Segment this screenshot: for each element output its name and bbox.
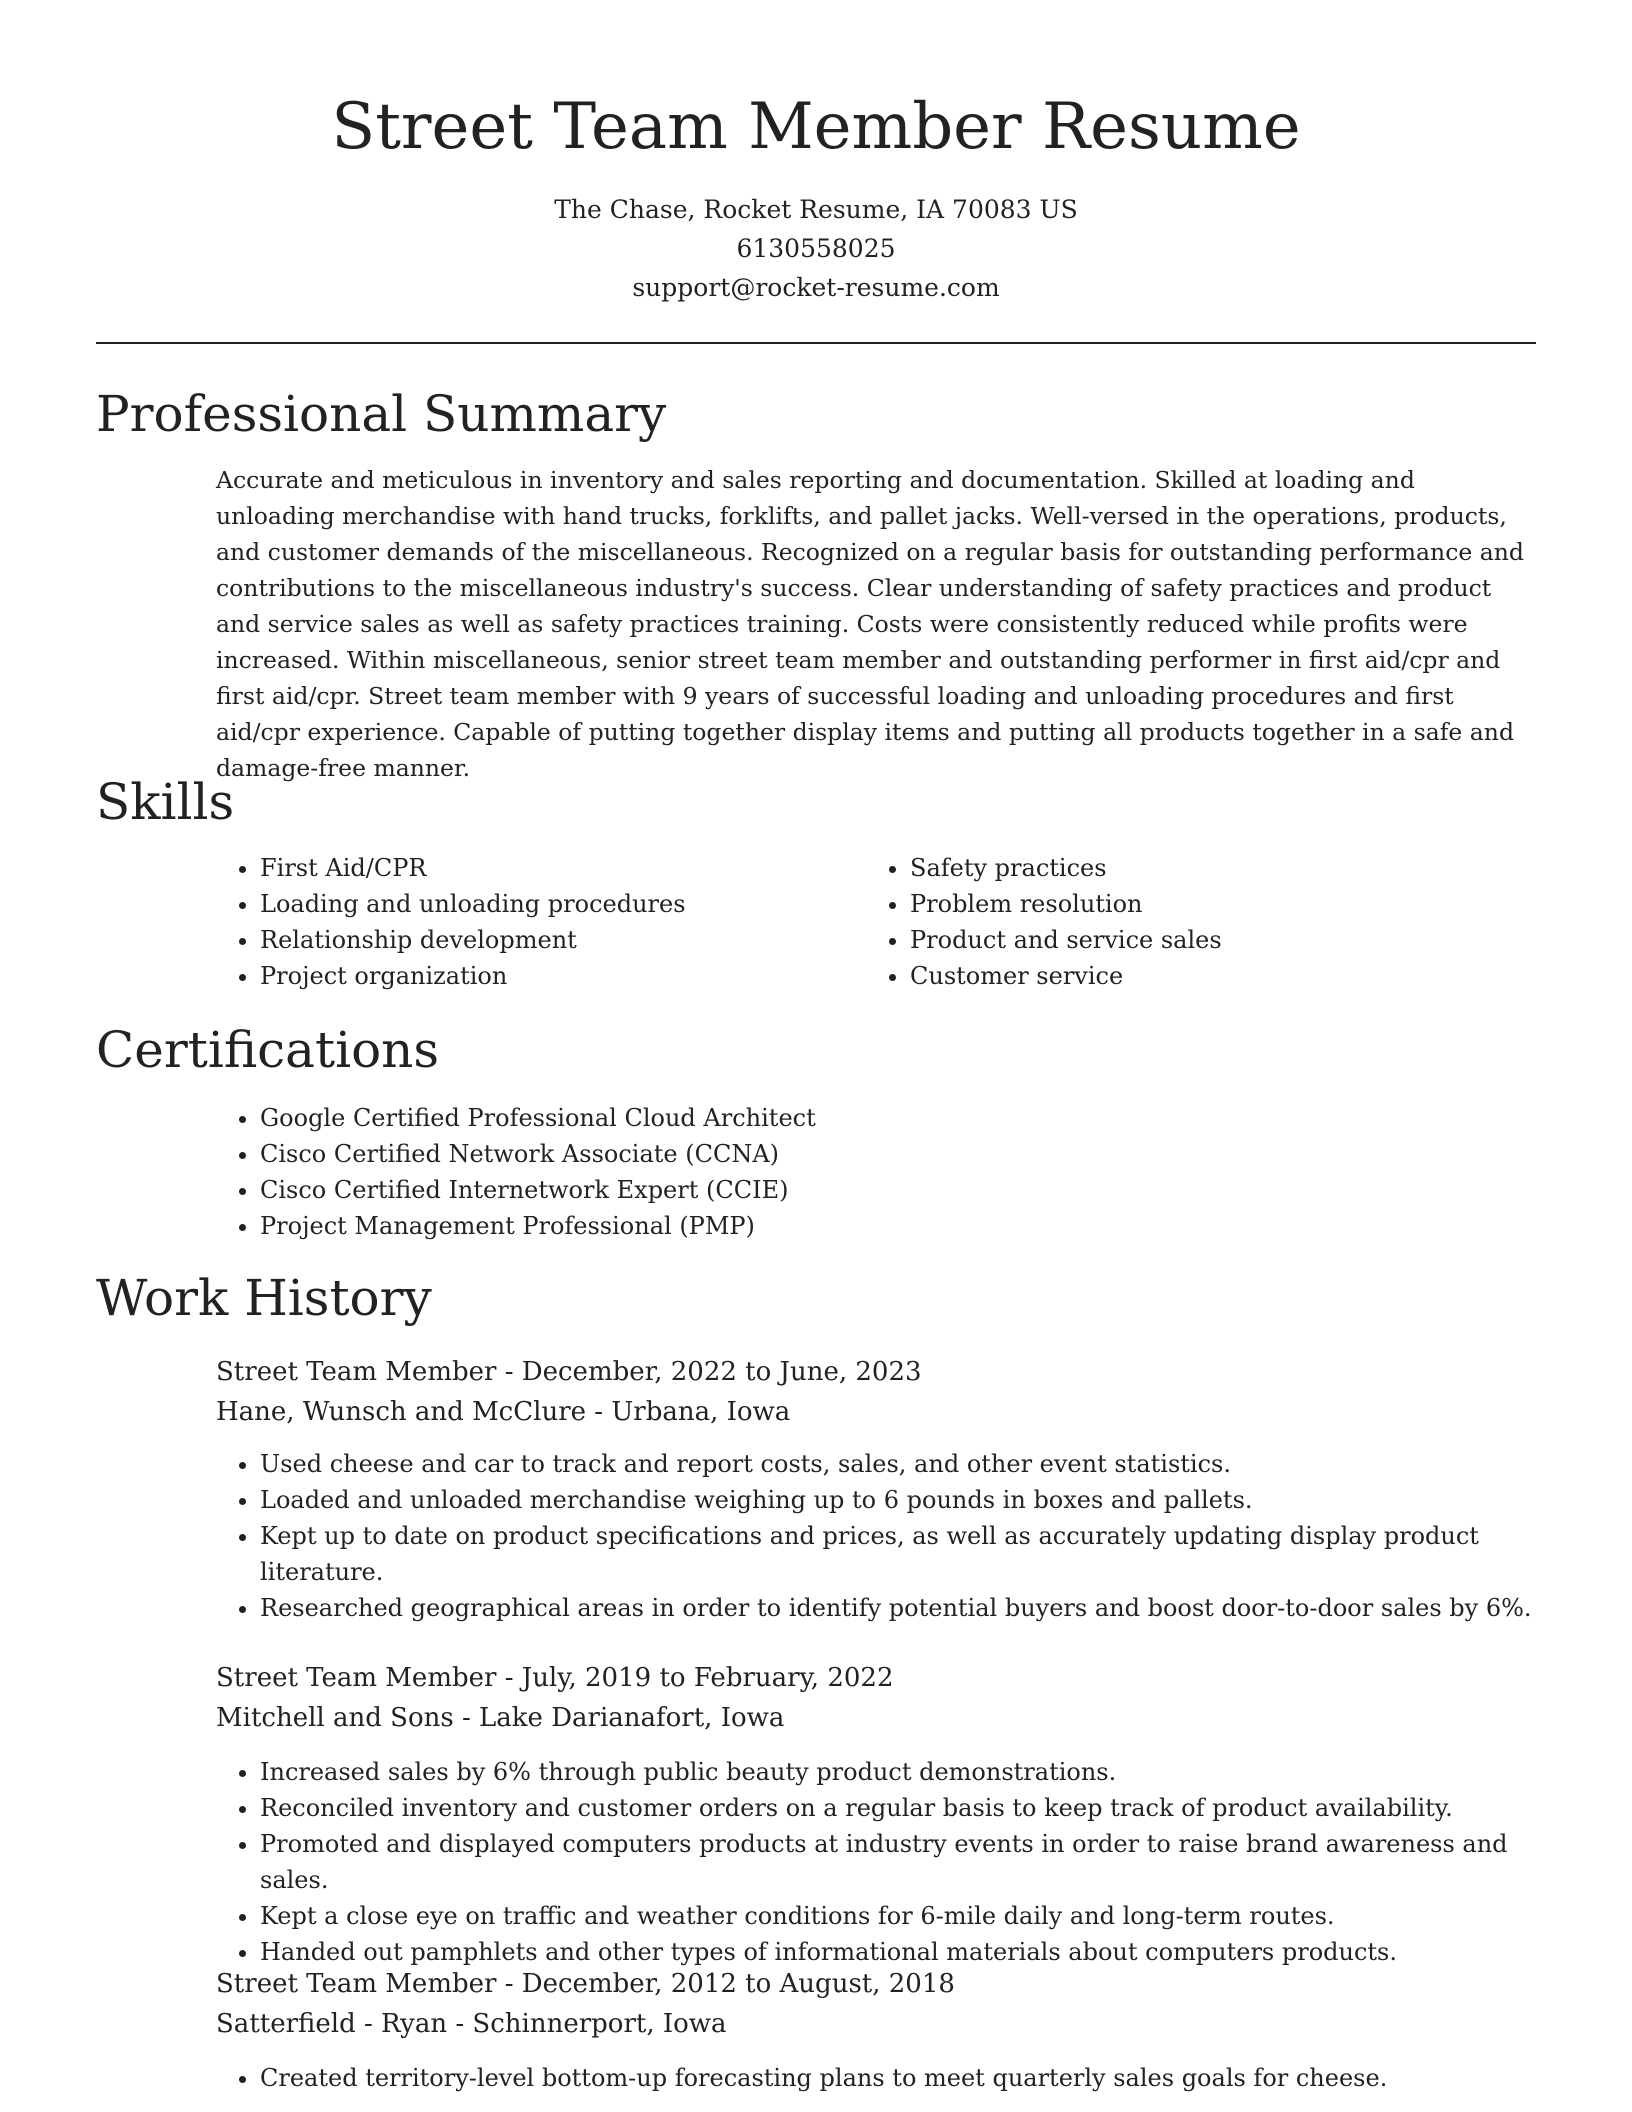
job-company-line xyxy=(216,2004,727,2044)
job-bullet: • Kept up to date on product specifications and prices, as well as accurately updating display product literature. xyxy=(260,1518,1582,1590)
job-bullet: • Loaded and unloaded merchandise weighing up to 6 pounds in boxes and pallets. xyxy=(260,1482,1582,1518)
job-bullets xyxy=(216,1446,1582,1626)
job-separator: - xyxy=(496,1357,522,1387)
job-title: Street Team Member xyxy=(216,1357,497,1387)
summary-text: Accurate and meticulous in inventory and sales reporting and documentation. Skilled at loading and unloading merchandise with hand trucks, forklifts, and pallet jacks. Well-versed in the operations, products, and customer demands of the miscellaneous. Recognized on a regular basis for outstanding performance and contributions to the miscellaneous industry's success. Clear understanding of safety practices and product and service sales as well as safety practices training. Costs were consistently reduced while profits were increased. Within miscellaneous, senior street team member and outstanding performer in first aid/cpr and first aid/cpr. Street team member with 9 years of successful loading and unloading procedures and first aid/cpr experience. Capable of putting together display items and putting all products together in a safe and damage-free manner. xyxy=(216,466,1524,782)
job-dates: December, 2012 to August, 2018 xyxy=(521,1969,955,1999)
certification-item: • Cisco Certified Network Associate (CCNA) xyxy=(260,1136,1560,1172)
certification-item: • Project Management Professional (PMP) xyxy=(260,1208,1560,1244)
job-bullets xyxy=(216,2060,1582,2096)
job-company-line xyxy=(216,1698,784,1738)
skill-item: • Relationship development xyxy=(260,922,860,958)
skills-list-left xyxy=(216,850,860,994)
job-bullet: • Reconciled inventory and customer orders on a regular basis to keep track of product availability. xyxy=(260,1790,1582,1826)
job-separator: - xyxy=(496,1663,522,1693)
work-history-heading: Work History xyxy=(96,1269,432,1327)
job-bullet: • Promoted and displayed computers products at industry events in order to raise brand awareness and sales. xyxy=(260,1826,1582,1898)
skill-item: • Project organization xyxy=(260,958,860,994)
job-bullet: • Handed out pamphlets and other types of informational materials about computers products. xyxy=(260,1934,1582,1970)
job-bullets xyxy=(216,1754,1582,1970)
job-title-line xyxy=(216,1658,894,1698)
contact-email: support@rocket-resume.com xyxy=(632,273,1000,302)
job-location: Schinnerport, Iowa xyxy=(472,2009,727,2039)
skill-item: • Customer service xyxy=(910,958,1510,994)
certifications-heading: Certifications xyxy=(96,1021,440,1079)
header-divider xyxy=(96,342,1536,344)
certification-item: • Google Certified Professional Cloud Architect xyxy=(260,1100,1560,1136)
job-company: Satterfield - Ryan xyxy=(216,2009,448,2039)
job-company-line xyxy=(216,1392,790,1432)
summary-heading: Professional Summary xyxy=(96,385,667,443)
skills-heading: Skills xyxy=(96,773,235,831)
job-location: Lake Darianafort, Iowa xyxy=(479,1703,785,1733)
skill-item: • Loading and unloading procedures xyxy=(260,886,860,922)
contact-address: The Chase, Rocket Resume, IA 70083 US xyxy=(554,195,1078,224)
job-title-line xyxy=(216,1964,955,2004)
job-dates: July, 2019 to February, 2022 xyxy=(521,1663,894,1693)
job-separator: - xyxy=(447,2009,473,2039)
resume-title: Street Team Member Resume xyxy=(331,90,1301,164)
skills-list-right xyxy=(866,850,1510,994)
skill-item: • Product and service sales xyxy=(910,922,1510,958)
job-bullet: • Used cheese and car to track and report costs, sales, and other event statistics. xyxy=(260,1446,1582,1482)
job-title: Street Team Member xyxy=(216,1663,497,1693)
job-separator: - xyxy=(496,1969,522,1999)
job-location: Urbana, Iowa xyxy=(611,1397,791,1427)
job-bullet: • Researched geographical areas in order to identify potential buyers and boost door-to-door sales by 6%. xyxy=(260,1590,1582,1626)
job-company: Hane, Wunsch and McClure xyxy=(216,1397,587,1427)
certification-item: • Cisco Certified Internetwork Expert (CCIE) xyxy=(260,1172,1560,1208)
contact-block xyxy=(0,190,1632,307)
job-bullet: • Created territory-level bottom-up forecasting plans to meet quarterly sales goals for cheese. xyxy=(260,2060,1582,2096)
job-separator: - xyxy=(453,1703,480,1733)
job-dates: December, 2022 to June, 2023 xyxy=(521,1357,922,1387)
job-title-line xyxy=(216,1352,922,1392)
contact-phone: 6130558025 xyxy=(736,234,896,263)
certifications-list xyxy=(216,1100,1560,1244)
job-separator: - xyxy=(586,1397,612,1427)
skill-item: • Safety practices xyxy=(910,850,1510,886)
job-bullet: • Kept a close eye on traffic and weather conditions for 6-mile daily and long-term routes. xyxy=(260,1898,1582,1934)
job-company: Mitchell and Sons xyxy=(216,1703,454,1733)
job-title: Street Team Member xyxy=(216,1969,497,1999)
skill-item: • Problem resolution xyxy=(910,886,1510,922)
job-bullet: • Increased sales by 6% through public beauty product demonstrations. xyxy=(260,1754,1582,1790)
skill-item: • First Aid/CPR xyxy=(260,850,860,886)
